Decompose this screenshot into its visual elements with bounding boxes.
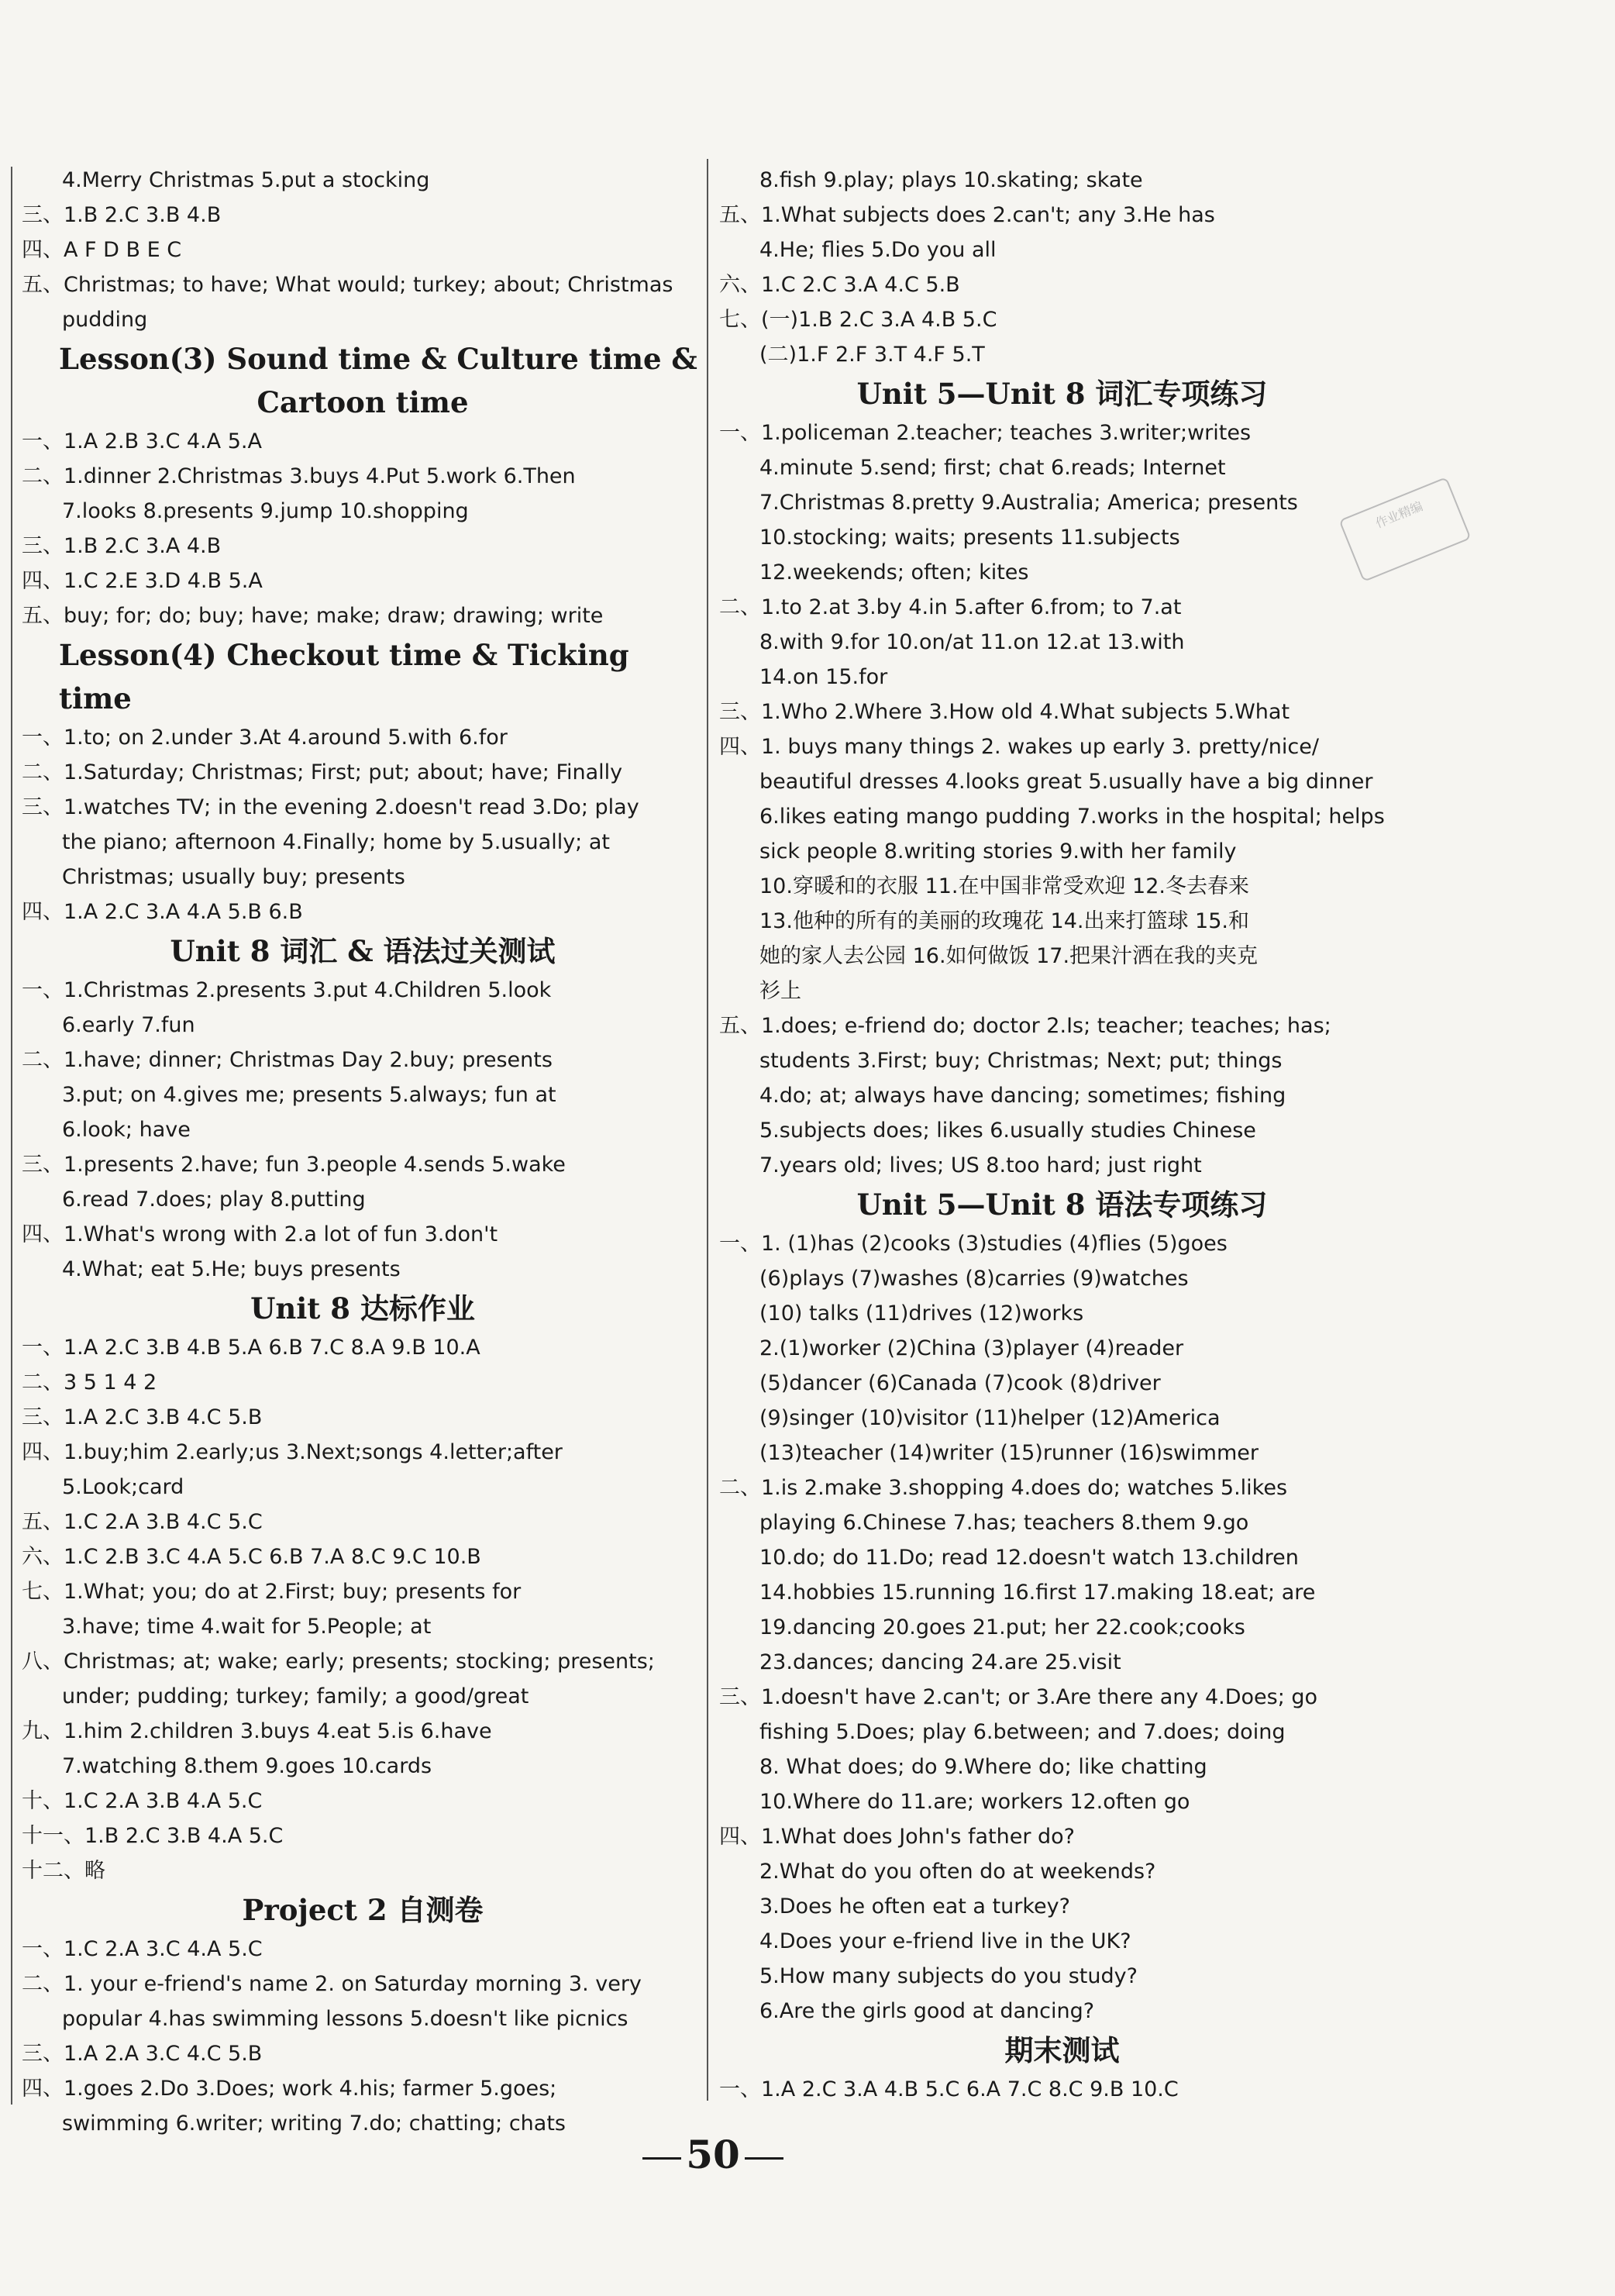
section-heading: Unit 5—Unit 8 语法专项练习 <box>856 1188 1268 1222</box>
page-number-dash-left <box>642 2157 681 2160</box>
answer-line: 六、1.C 2.B 3.C 4.A 5.C 6.B 7.A 8.C 9.C 10.B <box>22 1545 481 1569</box>
answer-line: 二、1.Saturday; Christmas; First; put; about; have; Finally <box>22 760 623 784</box>
answer-line: 5.subjects does; likes 6.usually studies Chinese <box>759 1119 1256 1143</box>
answer-line: 7.years old; lives; US 8.too hard; just right <box>759 1153 1202 1177</box>
answer-line: 三、1.watches TV; in the evening 2.doesn't read 3.Do; play <box>22 795 639 819</box>
answer-line: 一、1.Christmas 2.presents 3.put 4.Children 5.look <box>22 978 552 1002</box>
answer-line: (9)singer (10)visitor (11)helper (12)America <box>759 1406 1221 1430</box>
answer-line: 七、1.What; you; do at 2.First; buy; presents for <box>22 1580 522 1604</box>
answer-line: 三、1.presents 2.have; fun 3.people 4.sends 5.wake <box>22 1153 566 1177</box>
section-heading: Lesson(3) Sound time & Culture time & <box>59 342 697 376</box>
answer-line: 四、1.What's wrong with 2.a lot of fun 3.don't <box>22 1222 498 1246</box>
answer-line: 14.on 15.for <box>759 665 888 689</box>
answer-line: 十、1.C 2.A 3.B 4.A 5.C <box>22 1789 263 1813</box>
answer-line: 4.do; at; always have dancing; sometimes; fishing <box>759 1084 1286 1108</box>
answer-line: 五、buy; for; do; buy; have; make; draw; drawing; write <box>22 604 604 628</box>
section-heading: Unit 5—Unit 8 词汇专项练习 <box>856 377 1268 411</box>
answer-line: popular 4.has swimming lessons 5.doesn't like picnics <box>62 2007 628 2031</box>
left-column <box>22 163 704 2141</box>
answer-line: 一、1.policeman 2.teacher; teaches 3.writer;writes <box>719 421 1252 445</box>
right-column <box>719 163 1405 2107</box>
answer-line: 三、1.A 2.C 3.B 4.C 5.B <box>22 1405 263 1429</box>
answer-line: 三、1.B 2.C 3.A 4.B <box>22 534 222 558</box>
answer-line: 6.likes eating mango pudding 7.works in the hospital; helps <box>759 805 1385 829</box>
answer-line: playing 6.Chinese 7.has; teachers 8.them 9.go <box>759 1511 1249 1535</box>
answer-line: 23.dances; dancing 24.are 25.visit <box>759 1650 1121 1674</box>
answer-line: 13.他种的所有的美丽的玫瑰花 14.出来打篮球 15.和 <box>759 909 1249 933</box>
answer-line: 10.stocking; waits; presents 11.subjects <box>759 526 1180 550</box>
answer-line: 四、1.goes 2.Do 3.Does; work 4.his; farmer 5.goes; <box>22 2077 557 2101</box>
answer-line: 14.hobbies 15.running 16.first 17.making 18.eat; are <box>759 1581 1316 1605</box>
answer-line: 十二、略 <box>22 1859 105 1883</box>
answer-line: 6.look; have <box>62 1118 191 1142</box>
answer-line: 二、3 5 1 4 2 <box>22 1370 157 1394</box>
answer-line: 二、1.have; dinner; Christmas Day 2.buy; presents <box>22 1048 553 1072</box>
section-heading: Cartoon time <box>257 385 469 419</box>
answer-line: (13)teacher (14)writer (15)runner (16)swimmer <box>759 1441 1259 1465</box>
answer-line: pudding <box>62 308 148 332</box>
answer-line: 10.穿暖和的衣服 11.在中国非常受欢迎 12.冬去春来 <box>759 874 1249 898</box>
answer-line: 3.put; on 4.gives me; presents 5.always; fun at <box>62 1083 556 1107</box>
answer-line: 十一、1.B 2.C 3.B 4.A 5.C <box>22 1824 284 1848</box>
answer-line: 7.watching 8.them 9.goes 10.cards <box>62 1754 432 1778</box>
answer-line: 四、1.buy;him 2.early;us 3.Next;songs 4.letter;after <box>22 1440 563 1464</box>
answer-line: beautiful dresses 4.looks great 5.usually have a big dinner <box>759 770 1373 794</box>
answer-line: 12.weekends; often; kites <box>759 560 1029 584</box>
answer-line: 一、1.A 2.C 3.A 4.B 5.C 6.A 7.C 8.C 9.B 10.C <box>719 2077 1179 2101</box>
answer-line: (5)dancer (6)Canada (7)cook (8)driver <box>759 1371 1161 1395</box>
answer-line: 4.What; eat 5.He; buys presents <box>62 1257 401 1281</box>
answer-line: 衫上 <box>759 979 801 1003</box>
answer-line: sick people 8.writing stories 9.with her family <box>759 839 1237 864</box>
answer-line: 五、Christmas; to have; What would; turkey; about; Christmas <box>22 273 673 297</box>
answer-line: 10.do; do 11.Do; read 12.doesn't watch 13.children <box>759 1546 1299 1570</box>
answer-line: 三、1.B 2.C 3.B 4.B <box>22 203 222 227</box>
answer-line: 四、1.A 2.C 3.A 4.A 5.B 6.B <box>22 900 303 924</box>
page-number-text: 50 <box>686 2132 740 2177</box>
section-heading: Unit 8 词汇 & 语法过关测试 <box>170 934 556 968</box>
answer-line: 八、Christmas; at; wake; early; presents; stocking; presents; <box>22 1650 655 1674</box>
section-heading: Lesson(4) Checkout time & Ticking time <box>59 638 629 715</box>
answer-line: 三、1.Who 2.Where 3.How old 4.What subjects 5.What <box>719 700 1290 724</box>
answer-line: 10.Where do 11.are; workers 12.often go <box>759 1790 1190 1814</box>
answer-line: 6.Are the girls good at dancing? <box>759 1999 1095 2023</box>
answer-line: 4.Does your e-friend live in the UK? <box>759 1929 1131 1953</box>
answer-line: 一、1.A 2.C 3.B 4.B 5.A 6.B 7.C 8.A 9.B 10.A <box>22 1336 480 1360</box>
section-heading: Project 2 自测卷 <box>242 1893 484 1927</box>
answer-line: 二、1.to 2.at 3.by 4.in 5.after 6.from; to 7.at <box>719 595 1182 619</box>
answer-line: 19.dancing 20.goes 21.put; her 22.cook;cooks <box>759 1615 1245 1639</box>
answer-line: 四、1. buys many things 2. wakes up early 3. pretty/nice/ <box>719 735 1319 759</box>
answer-line: 4.minute 5.send; first; chat 6.reads; Internet <box>759 456 1226 480</box>
answer-line: 五、1.does; e-friend do; doctor 2.Is; teacher; teaches; has; <box>719 1014 1331 1038</box>
answer-line: 五、1.C 2.A 3.B 4.C 5.C <box>22 1510 263 1534</box>
answer-line: 三、1.doesn't have 2.can't; or 3.Are there any 4.Does; go <box>719 1685 1318 1709</box>
answer-line: 一、1.C 2.A 3.C 4.A 5.C <box>22 1937 263 1961</box>
answer-line: 二、1.is 2.make 3.shopping 4.does do; watches 5.likes <box>719 1476 1288 1500</box>
answer-line: 她的家人去公园 16.如何做饭 17.把果汁洒在我的夹克 <box>759 944 1259 968</box>
answer-line: 4.Merry Christmas 5.put a stocking <box>62 168 430 192</box>
answer-line: 六、1.C 2.C 3.A 4.C 5.B <box>719 273 960 297</box>
left-margin-rule <box>11 167 12 2105</box>
answer-line: under; pudding; turkey; family; a good/great <box>62 1684 529 1708</box>
answer-line: 8.fish 9.play; plays 10.skating; skate <box>759 168 1143 192</box>
answer-line: 一、1. (1)has (2)cooks (3)studies (4)flies (5)goes <box>719 1232 1228 1256</box>
answer-line: 七、(一)1.B 2.C 3.A 4.B 5.C <box>719 308 997 332</box>
answer-line: students 3.First; buy; Christmas; Next; put; things <box>759 1049 1283 1073</box>
answer-line: 5.Look;card <box>62 1475 184 1499</box>
answer-line: 二、1.dinner 2.Christmas 3.buys 4.Put 5.work 6.Then <box>22 464 576 488</box>
answer-line: 2.What do you often do at weekends? <box>759 1860 1156 1884</box>
answer-line: 3.have; time 4.wait for 5.People; at <box>62 1615 432 1639</box>
page-number <box>0 2132 1426 2177</box>
answer-line: 四、A F D B E C <box>22 238 182 262</box>
answer-line: 九、1.him 2.children 3.buys 4.eat 5.is 6.have <box>22 1719 492 1743</box>
answer-line: 3.Does he often eat a turkey? <box>759 1894 1070 1919</box>
answer-line: (6)plays (7)washes (8)carries (9)watches <box>759 1267 1189 1291</box>
answer-line: 4.He; flies 5.Do you all <box>759 238 997 262</box>
answer-line: (10) talks (11)drives (12)works <box>759 1301 1084 1326</box>
answer-line: Christmas; usually buy; presents <box>62 865 405 889</box>
answer-line: 五、1.What subjects does 2.can't; any 3.He has <box>719 203 1215 227</box>
answer-line: 8. What does; do 9.Where do; like chatting <box>759 1755 1207 1779</box>
section-heading: Unit 8 达标作业 <box>250 1291 475 1326</box>
answer-line: 5.How many subjects do you study? <box>759 1964 1138 1988</box>
answer-line: 四、1.What does John's father do? <box>719 1825 1076 1849</box>
answer-line: 三、1.A 2.A 3.C 4.C 5.B <box>22 2042 263 2066</box>
answer-line: (二)1.F 2.F 3.T 4.F 5.T <box>759 343 985 367</box>
answer-line: 6.early 7.fun <box>62 1013 195 1037</box>
column-divider <box>707 159 708 2101</box>
answer-line: 6.read 7.does; play 8.putting <box>62 1188 366 1212</box>
answer-line: fishing 5.Does; play 6.between; and 7.does; doing <box>759 1720 1286 1744</box>
stamp-label: 作业精编 <box>1373 498 1425 531</box>
answer-line: 7.looks 8.presents 9.jump 10.shopping <box>62 499 469 523</box>
answer-line: 一、1.A 2.B 3.C 4.A 5.A <box>22 429 262 453</box>
answer-line: the piano; afternoon 4.Finally; home by 5.usually; at <box>62 830 610 854</box>
page-number-dash-right <box>745 2157 783 2160</box>
answer-line: 二、1. your e-friend's name 2. on Saturday morning 3. very <box>22 1972 642 1996</box>
answer-line: 四、1.C 2.E 3.D 4.B 5.A <box>22 569 263 593</box>
section-heading: 期末测试 <box>1004 2033 1120 2067</box>
answer-line: 2.(1)worker (2)China (3)player (4)reader <box>759 1336 1184 1360</box>
answer-line: swimming 6.writer; writing 7.do; chatting; chats <box>62 2112 566 2136</box>
answer-line: 8.with 9.for 10.on/at 11.on 12.at 13.with <box>759 630 1185 654</box>
answer-line: 7.Christmas 8.pretty 9.Australia; America; presents <box>759 491 1298 515</box>
answer-line: 一、1.to; on 2.under 3.At 4.around 5.with 6.for <box>22 726 508 750</box>
